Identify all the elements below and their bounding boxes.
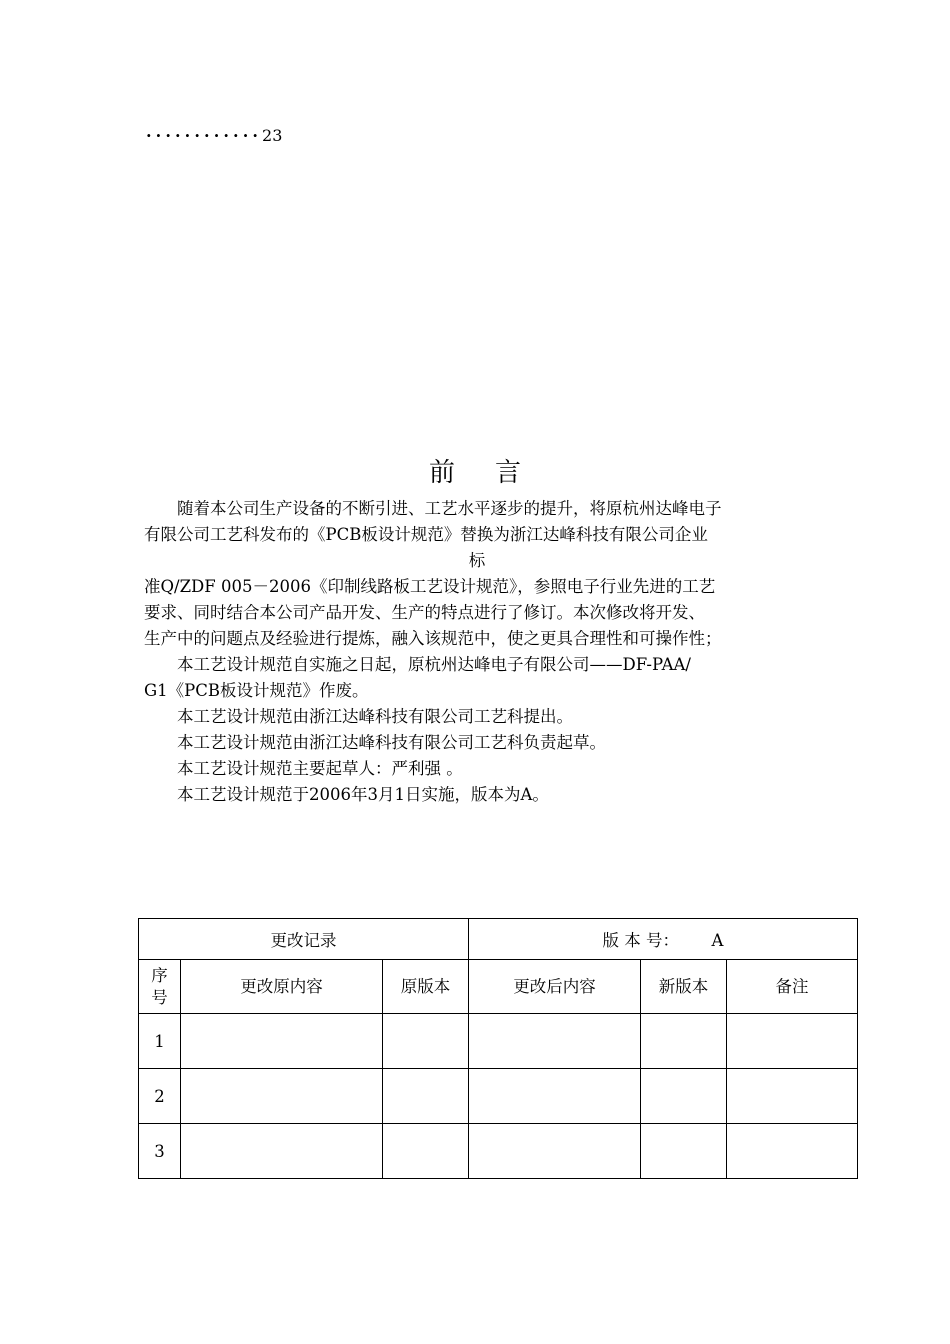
- body-line: 生产中的问题点及经验进行提炼，融入该规范中，使之更具合理性和可操作性；: [144, 629, 722, 648]
- body-line: 本工艺设计规范自实施之日起，原杭州达峰电子有限公司——DF-PAA/: [177, 655, 691, 674]
- row-number: 1: [139, 1014, 181, 1069]
- table-title-row: [139, 919, 858, 960]
- body-line: 标: [468, 551, 486, 570]
- table-cell: [641, 1069, 727, 1124]
- table-cell: [181, 1014, 383, 1069]
- version-cell: [469, 919, 858, 960]
- row-number: 3: [139, 1124, 181, 1179]
- table-cell: [641, 1124, 727, 1179]
- preface-body: [144, 496, 810, 808]
- table-row: [139, 1124, 858, 1179]
- column-header-remarks: 备注: [727, 960, 858, 1014]
- table-cell: [727, 1124, 858, 1179]
- record-label: 更改记录: [139, 919, 469, 960]
- toc-entry: [146, 126, 282, 145]
- table-cell: [469, 1069, 641, 1124]
- table-row: [139, 1014, 858, 1069]
- table-cell: [383, 1014, 469, 1069]
- body-line: 本工艺设计规范主要起草人：严利强 。: [177, 759, 463, 778]
- column-header-new-version: 新版本: [641, 960, 727, 1014]
- table-cell: [383, 1124, 469, 1179]
- row-number: 2: [139, 1069, 181, 1124]
- column-header-original-content: 更改原内容: [181, 960, 383, 1014]
- table-cell: [181, 1069, 383, 1124]
- body-line: 有限公司工艺科发布的《PCB板设计规范》替换为浙江达峰科技有限公司企业: [144, 525, 708, 544]
- table-cell: [181, 1124, 383, 1179]
- table-cell: [727, 1069, 858, 1124]
- body-line: G1《PCB板设计规范》作废。: [144, 681, 369, 700]
- toc-leader-dots: ············: [146, 126, 263, 145]
- table-cell: [383, 1069, 469, 1124]
- column-header-seq: 序号: [139, 960, 181, 1014]
- table-cell: [469, 1124, 641, 1179]
- table-row: [139, 1069, 858, 1124]
- body-line: 本工艺设计规范由浙江达峰科技有限公司工艺科负责起草。: [177, 733, 606, 752]
- body-line: 本工艺设计规范于2006年3月1日实施，版本为A。: [177, 785, 549, 804]
- body-line: 准Q/ZDF 005－2006《印制线路板工艺设计规范》，参照电子行业先进的工艺: [144, 577, 716, 596]
- table-cell: [641, 1014, 727, 1069]
- revision-record-table: [138, 918, 858, 1179]
- table-cell: [727, 1014, 858, 1069]
- body-line: 本工艺设计规范由浙江达峰科技有限公司工艺科提出。: [177, 707, 573, 726]
- version-value: A: [711, 931, 724, 950]
- table-header-row: [139, 960, 858, 1014]
- column-header-new-content: 更改后内容: [469, 960, 641, 1014]
- column-header-original-version: 原版本: [383, 960, 469, 1014]
- version-label: 版 本 号：: [602, 931, 680, 950]
- body-line: 随着本公司生产设备的不断引进、工艺水平逐步的提升，将原杭州达峰电子: [177, 499, 722, 518]
- page-title: 前言: [428, 458, 561, 488]
- table-cell: [469, 1014, 641, 1069]
- body-line: 要求、同时结合本公司产品开发、生产的特点进行了修订。本次修改将开发、: [144, 603, 705, 622]
- toc-page-number: 23: [262, 126, 283, 145]
